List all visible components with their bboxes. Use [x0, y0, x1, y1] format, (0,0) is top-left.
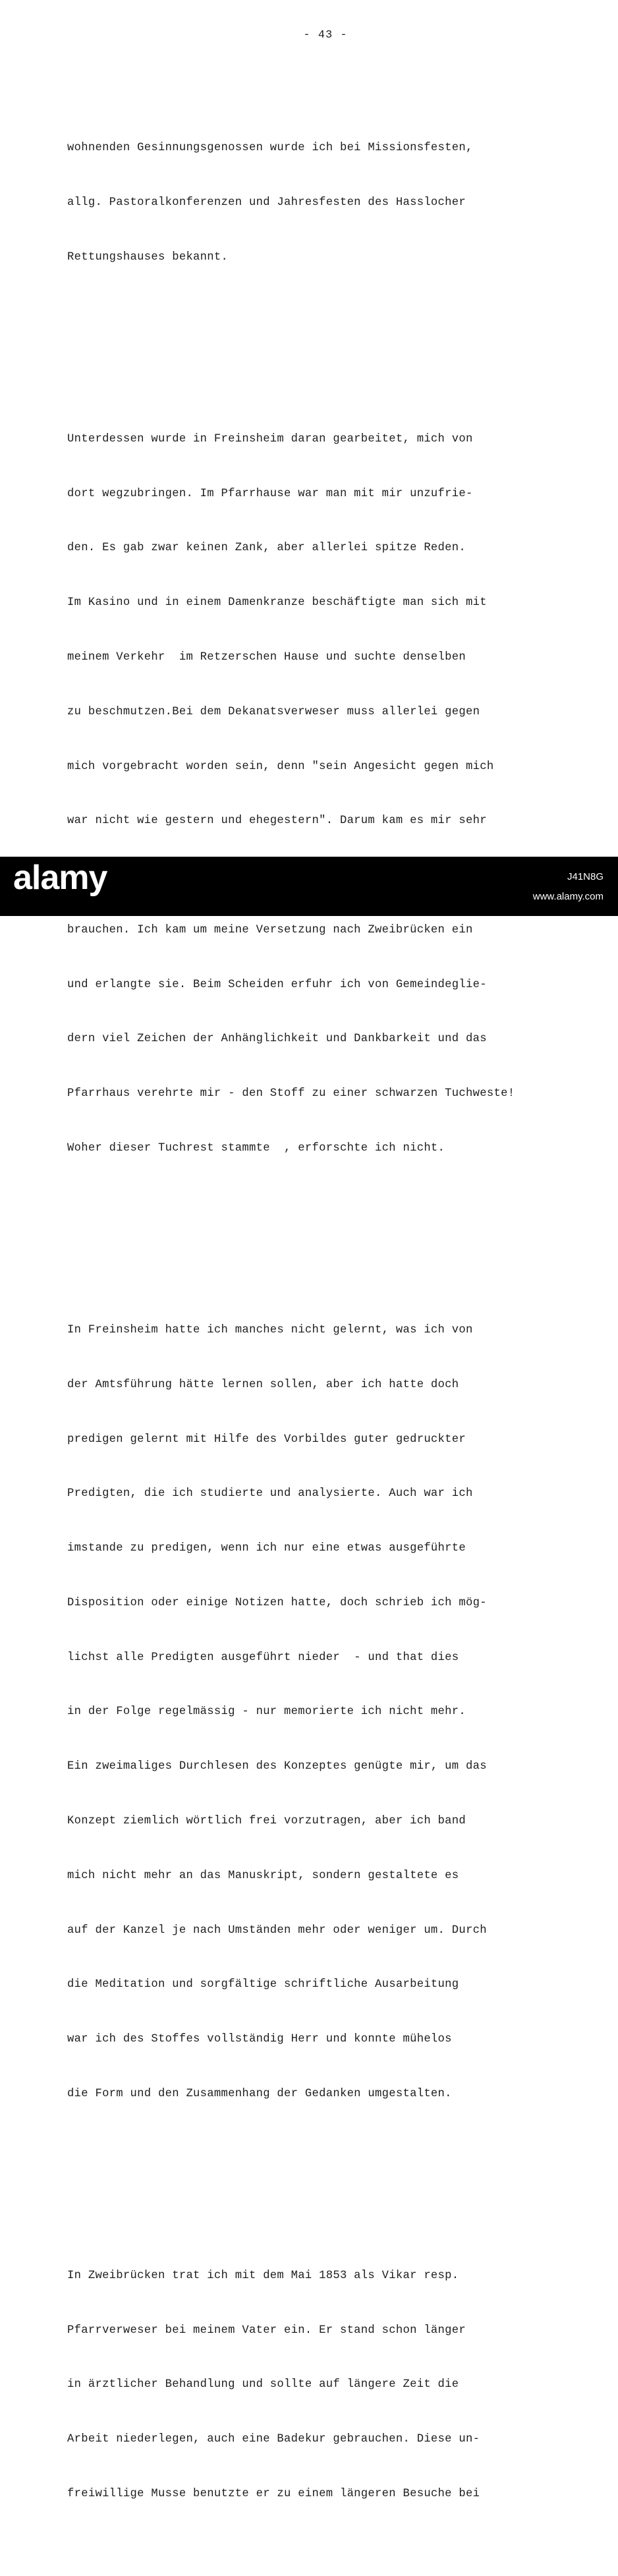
image-id: J41N8G: [567, 871, 604, 882]
paragraph-gap: [67, 1230, 594, 1249]
text-line: Woher dieser Tuchrest stammte , erforschte ich nicht.: [67, 1142, 445, 1155]
text-line: dort wegzubringen. Im Pfarrhause war man mit mir unzufrie-: [67, 487, 473, 500]
text-line: der Amtsführung hätte lernen sollen, aber ich hatte doch: [67, 1378, 459, 1391]
text-line: den. Es gab zwar keinen Zank, aber allerlei spitze Reden.: [67, 542, 466, 555]
text-line: war ich des Stoffes vollständig Herr und konnte mühelos: [67, 2033, 452, 2046]
text-line: Disposition oder einige Notizen hatte, doch schrieb ich mög-: [67, 1596, 487, 1609]
text-line: die Meditation und sorgfältige schriftliche Ausarbeitung: [67, 1978, 459, 1991]
paragraph: [67, 394, 594, 1194]
text-line: Ein zweimaliges Durchlesen des Konzeptes genügte mir, um das: [67, 1760, 487, 1773]
text-line: dern viel Zeichen der Anhänglichkeit und Dankbarkeit und das: [67, 1033, 487, 1046]
text-line: wohnenden Gesinnungsgenossen wurde ich bei Missionsfesten,: [67, 142, 473, 155]
text-line: in ärztlicher Behandlung und sollte auf längere Zeit die: [67, 2378, 459, 2391]
paragraph: [67, 1285, 594, 2140]
text-line: Rettungshauses bekannt.: [67, 250, 229, 264]
text-line: meinem Verkehr im Retzerschen Hause und suchte denselben: [67, 651, 466, 664]
text-line: Arbeit niederlegen, auch eine Badekur gebrauchen. Diese un-: [67, 2433, 480, 2446]
text-line: auf der Kanzel je nach Umständen mehr oder weniger um. Durch: [67, 1924, 487, 1937]
text-line: Predigten, die ich studierte und analysierte. Auch war ich: [67, 1487, 473, 1501]
text-line: allg. Pastoralkonferenzen und Jahresfesten des Hasslocher: [67, 196, 466, 210]
text-line: mich vorgebracht worden sein, denn "sein Angesicht gegen mich: [67, 760, 494, 773]
text-line: In Zweibrücken trat ich mit dem Mai 1853 als Vikar resp.: [67, 2269, 459, 2282]
body-text: [67, 67, 594, 2576]
paragraph-gap: [67, 339, 594, 358]
site-url: www.alamy.com: [532, 891, 604, 902]
alamy-logo: alamy: [13, 859, 107, 897]
text-line: In Freinsheim hatte ich manches nicht gelernt, was ich von: [67, 1323, 473, 1336]
text-line: mich nicht mehr an das Manuskript, sondern gestaltete es: [67, 1869, 459, 1882]
text-line: Im Kasino und in einem Damenkranze beschäftigte man sich mit: [67, 596, 487, 610]
text-line: Pfarrverweser bei meinem Vater ein. Er stand schon länger: [67, 2324, 466, 2337]
text-line: und erlangte sie. Beim Scheiden erfuhr ich von Gemeindeglie-: [67, 978, 487, 991]
text-line: Pfarrhaus verehrte mir - den Stoff zu einer schwarzen Tuchweste!: [67, 1087, 515, 1101]
text-line: brauchen. Ich kam um meine Versetzung nach Zweibrücken ein: [67, 923, 473, 936]
text-line: in der Folge regelmässig - nur memorierte ich nicht mehr.: [67, 1705, 466, 1719]
text-line: imstande zu predigen, wenn ich nur eine etwas ausgeführte: [67, 1542, 466, 1555]
text-line: freiwillige Musse benutzte er zu einem längeren Besuche bei: [67, 2487, 480, 2500]
text-line: Konzept ziemlich wörtlich frei vorzutragen, aber ich band: [67, 1815, 466, 1827]
text-line: zu beschmutzen.Bei dem Dekanatsverweser muss allerlei gegen: [67, 705, 480, 718]
text-line: war nicht wie gestern und ehegestern". Darum kam es mir sehr: [67, 815, 487, 828]
paragraph: [67, 103, 594, 303]
text-line: predigen gelernt mit Hilfe des Vorbildes guter gedruckter: [67, 1433, 466, 1446]
paragraph: [67, 2231, 594, 2540]
text-line: lichst alle Predigten ausgeführt nieder - und that dies: [67, 1651, 459, 1664]
text-line: die Form und den Zusammenhang der Gedanken umgestalten.: [67, 2087, 452, 2100]
paragraph-gap: [67, 2176, 594, 2194]
page-number: - 43 -: [303, 29, 348, 42]
text-line: Unterdessen wurde in Freinsheim daran gearbeitet, mich von: [67, 432, 473, 445]
